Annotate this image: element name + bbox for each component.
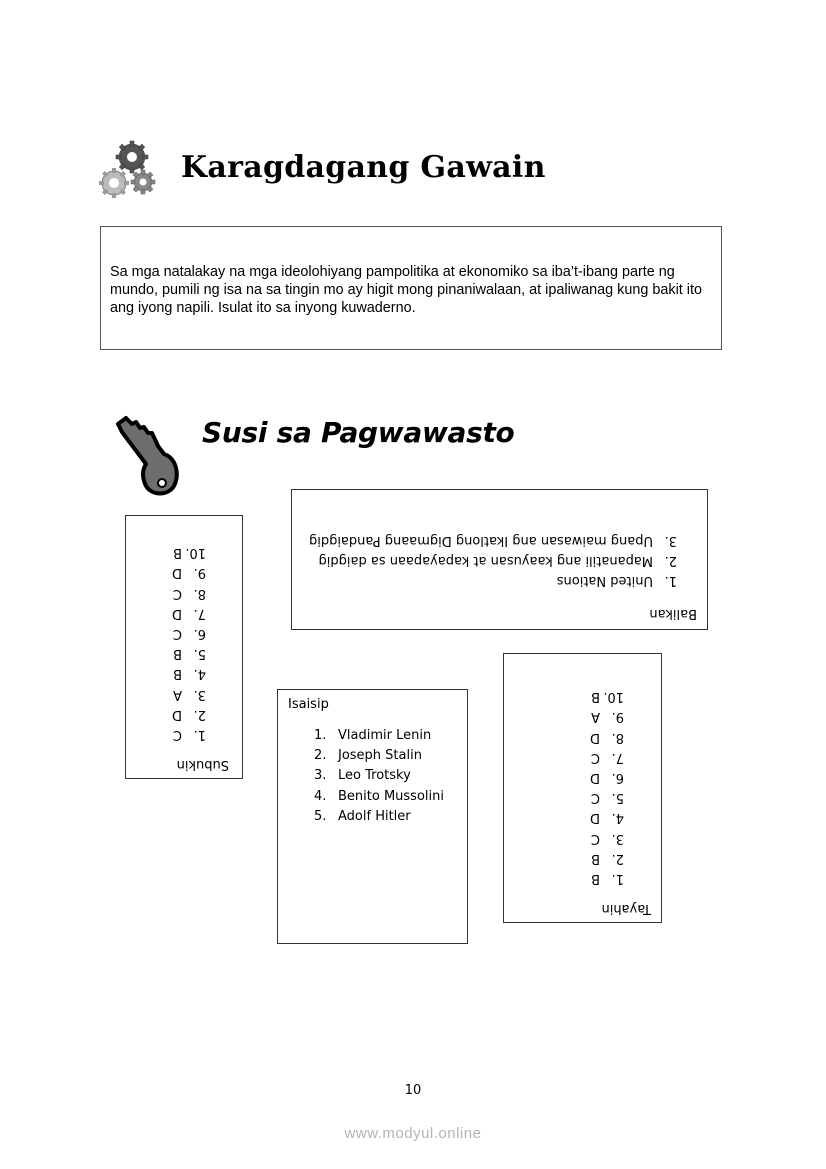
answer-key-label: Tayahin xyxy=(601,901,651,916)
list-item: 4.D xyxy=(589,810,624,826)
list-item: 7.D xyxy=(171,605,206,621)
answer-key-isaisip xyxy=(277,689,468,944)
list-item: 3.Upang maiwasan ang Ikatlong Digmaang Pandaigdig xyxy=(308,532,677,548)
answer-key-subukin xyxy=(125,515,243,779)
answer-key-tayahin xyxy=(503,653,662,923)
answer-list xyxy=(172,542,206,744)
list-item: 1.C xyxy=(172,727,206,742)
list-item: 2.D xyxy=(171,706,206,722)
key-icon xyxy=(112,412,182,497)
list-item: 4. Benito Mussolini xyxy=(314,788,444,804)
list-item: 2.Mapanatili ang kaayusan at kapayapaan sa daigdig xyxy=(318,552,677,568)
answer-list xyxy=(309,529,677,590)
list-item: 7.C xyxy=(590,749,624,765)
list-item: 6.D xyxy=(589,770,624,786)
list-item: 3. Leo Trotsky xyxy=(314,768,411,784)
list-item: 3.C xyxy=(590,830,624,846)
list-item: 6.C xyxy=(172,626,206,642)
list-item: 9.A xyxy=(591,709,624,725)
list-item: 2. Joseph Stalin xyxy=(314,748,422,764)
list-item: 8.C xyxy=(172,585,206,601)
list-item: 1.B xyxy=(591,871,624,886)
list-item: 1. Vladimir Lenin xyxy=(314,728,432,743)
watermark: www.modyul.online xyxy=(344,1125,482,1142)
instruction-box xyxy=(100,226,722,350)
instruction-text: Sa mga natalakay na mga ideolohiyang pampolitika at ekonomiko sa iba’t-ibang parte ng mundo, pumili ng isa na sa tingin mo ay higit mong pinaniwalaan, at ipaliwanag kung bakit ito ang iyong napili. Isulat ito sa inyong kuwaderno. xyxy=(110,264,702,316)
section-title-karagdagang-gawain: Karagdagang Gawain xyxy=(181,150,546,185)
answer-key-label: Isaisip xyxy=(288,697,329,712)
list-item: 10.B xyxy=(173,545,206,561)
answer-key-balikan xyxy=(291,489,708,630)
list-item: 5.C xyxy=(590,790,624,806)
list-item: 2.B xyxy=(591,850,624,866)
answer-list xyxy=(590,686,624,888)
list-item: 5.B xyxy=(173,646,206,662)
list-item: 4.B xyxy=(173,666,206,682)
list-item: 10.B xyxy=(591,689,624,705)
list-item: 1.United Nations xyxy=(556,573,677,588)
list-item: 5. Adolf Hitler xyxy=(314,808,411,824)
section-title-susi-sa-pagwawasto: Susi sa Pagwawasto xyxy=(202,416,515,449)
list-item: 8.D xyxy=(589,729,624,745)
page-number: 10 xyxy=(404,1083,422,1098)
gears-icon xyxy=(98,138,158,200)
list-item: 9.D xyxy=(171,565,206,581)
list-item: 3.A xyxy=(173,686,206,702)
answer-key-label: Subukin xyxy=(176,757,229,772)
answer-list xyxy=(314,726,444,827)
answer-key-label: Balikan xyxy=(649,606,697,621)
